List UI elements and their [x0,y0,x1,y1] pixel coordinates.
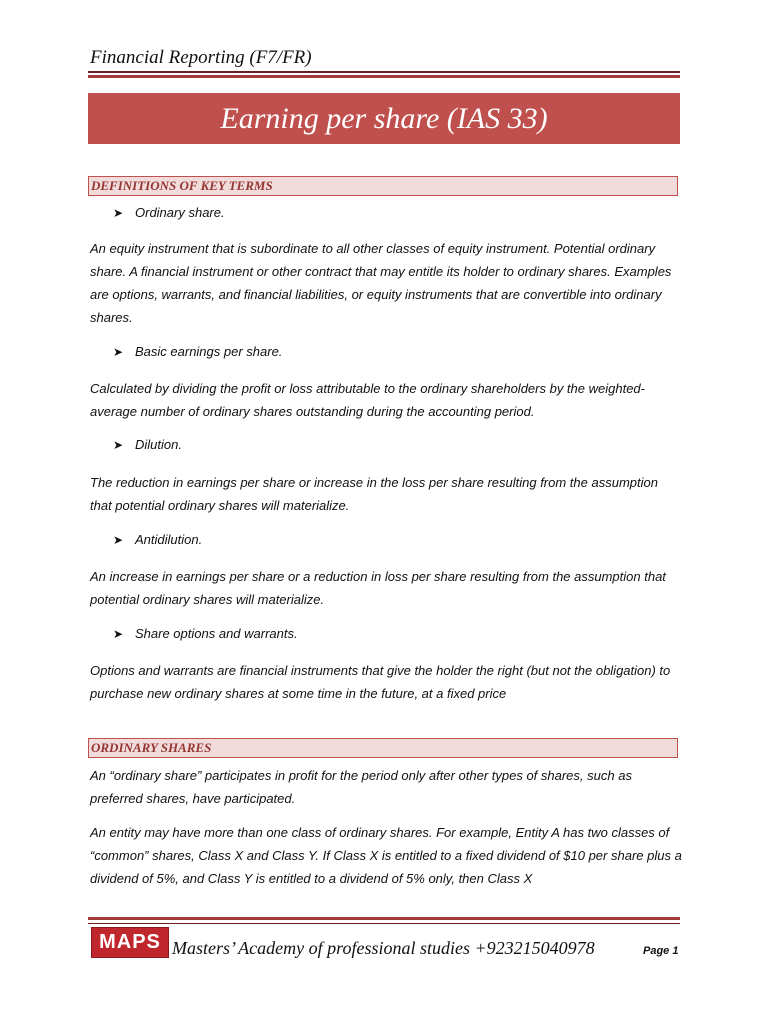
arrowhead-bullet-icon: ➤ [113,205,124,220]
definition-text-basic-eps: Calculated by dividing the profit or loss attributable to the ordinary shareholders by the weighted-average number of ordinary shares outstanding during the accounting period. [90,381,645,419]
footer-divider-thin [88,923,680,924]
definition-text-dilution: The reduction in earnings per share or increase in the loss per share resulting from the assumption that potential ordinary shares will materialize. [90,475,658,513]
definition-term-dilution [113,437,182,452]
ordinary-shares-paragraph-2: An entity may have more than one class of ordinary shares. For example, Entity A has two classes of “common” shares, Class X and Class Y. If Class X is entitled to a fixed dividend of $10 per share plus a dividend of 5%, and Class Y is entitled to a dividend of 5% only, then Class X [90,825,682,886]
definition-term-label: Share options and warrants. [135,626,298,641]
section-heading-definitions: DEFINITIONS OF KEY TERMS [88,176,678,196]
definition-term-label: Antidilution. [135,532,203,547]
definition-term-label: Ordinary share. [135,205,225,220]
title-banner [88,93,680,144]
definition-term-share-options [113,626,298,641]
arrowhead-bullet-icon: ➤ [113,626,124,641]
header-divider-thick [88,75,680,78]
definition-term-antidilution [113,532,202,547]
banner-title: Earning per share (IAS 33) [220,101,548,135]
section-heading-ordinary-shares: ORDINARY SHARES [88,738,678,758]
header-title: Financial Reporting (F7/FR) [90,47,312,68]
definition-text-share-options: Options and warrants are financial instruments that give the holder the right (but not the obligation) to purchase new ordinary shares at some time in the future, at a fixed price [90,663,671,701]
arrowhead-bullet-icon: ➤ [113,532,124,547]
definition-text-ordinary-share: An equity instrument that is subordinate to all other classes of equity instrument. Potential ordinary share. A financial instrument or other contract that may entitle its holder to ordinary shares. Examples are options, warrants, and financial liabilities, or equity instruments that are convertible into ordinary shares. [90,241,672,325]
logo-text: MAPS [99,931,161,953]
definition-text-antidilution: An increase in earnings per share or a reduction in loss per share resulting from the assumption that potential ordinary shares will materialize. [90,569,666,607]
ordinary-shares-paragraph-1: An “ordinary share” participates in profit for the period only after other types of shares, such as preferred shares, have participated. [90,768,632,806]
definition-term-ordinary-share [113,205,225,220]
definition-term-label: Dilution. [135,437,182,452]
footer-divider-thick [88,917,680,920]
page-number: Page 1 [643,945,679,957]
definition-term-basic-eps [113,344,282,359]
maps-logo [91,927,169,958]
definition-term-label: Basic earnings per share. [135,344,283,359]
arrowhead-bullet-icon: ➤ [113,437,124,452]
arrowhead-bullet-icon: ➤ [113,344,124,359]
footer-academy-text: Masters’ Academy of professional studies +923215040978 [172,938,595,958]
header-divider-thin [88,71,680,73]
